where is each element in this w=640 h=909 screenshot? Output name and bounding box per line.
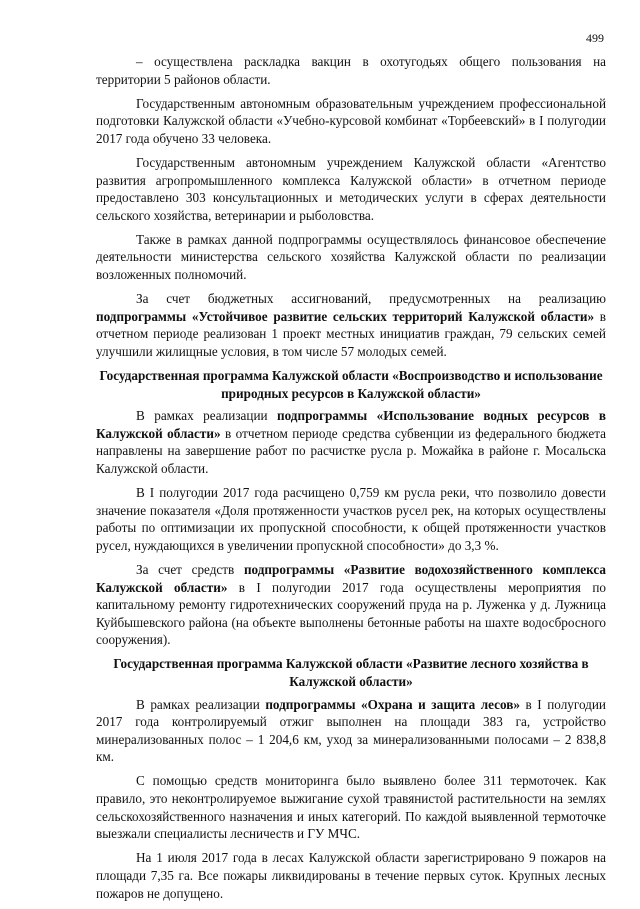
body-paragraph — [96, 53, 606, 88]
body-paragraph — [96, 849, 606, 902]
body-paragraph — [96, 154, 606, 224]
text-run: в отчетном периоде средства субвенции из федерального бюджета направлены на завершение работ по расчистке русла р. Можайка в районе г. Мосальска Калужской области. — [96, 425, 606, 476]
text-run: В рамках реализации — [136, 696, 266, 712]
text-run: в отчетном периоде реализован 1 проект местных инициатив граждан, 79 сельских семей улучшили жилищные условия, в том числе 57 молодых семей. — [96, 308, 606, 359]
document-body — [96, 53, 606, 909]
body-paragraph — [96, 772, 606, 842]
emphasized-text: подпрограммы «Охрана и защита лесов» — [265, 696, 520, 712]
emphasized-text: подпрограммы «Развитие водохозяйственного комплекса Калужской области» — [96, 561, 606, 595]
body-paragraph — [96, 561, 606, 649]
emphasized-text: подпрограммы «Устойчивое развитие сельских территорий Калужской области» — [96, 308, 595, 324]
text-run: С помощью средств мониторинга было выявлено более 311 термоточек. Как правило, это неконтролируемое выжигание сухой травянистой растительности на землях сельскохозяйственного назначения и иных категорий. По каждой выявленной термоточке выезжали специалисты лесничеств и ГУ МЧС. — [96, 773, 606, 842]
text-run: Государственным автономным учреждением Калужской области «Агентство развития агропромышленного комплекса Калужской области» в отчетном периоде предоставлено 303 консультационных и методических услуги в сферах деятельности сельского хозяйства, ветеринарии и рыболовства. — [96, 154, 606, 223]
body-paragraph — [96, 95, 606, 148]
text-run: Государственная программа Калужской области «Воспроизводство и использование природных ресурсов в Калужской области» — [99, 368, 603, 401]
text-run: – осуществлена раскладка вакцин в охотугодьях общего пользования на территории 5 районов области. — [96, 54, 606, 87]
page-number: 499 — [586, 31, 604, 45]
text-run: На 1 июля 2017 года в лесах Калужской области зарегистрировано 9 пожаров на площади 7,35 га. Все пожары ликвидированы в течение первых суток. Крупных лесных пожаров не допущено. — [96, 850, 606, 901]
text-run: в I полугодии 2017 года осуществлены мероприятия по капитальному ремонту гидротехнических сооружений пруда на р. Луженка у д. Лужница Куйбышевского района (на объекте выполнены бетонные работы на шахте водосбросного сооружения). — [96, 579, 606, 648]
section-heading — [96, 655, 606, 690]
body-paragraph — [96, 484, 606, 554]
text-run: В I полугодии 2017 года расчищено 0,759 км русла реки, что позволило довести значение показателя «Доля протяженности участков русел рек, на которых осуществлены работы по оптимизации их пропускной способности, к общей протяженности участков русел, нуждающихся в увеличении пропускной способности» до 3,3 %. — [96, 485, 606, 553]
body-paragraph — [96, 696, 606, 766]
body-paragraph — [96, 290, 606, 360]
body-paragraph — [96, 407, 606, 477]
text-run: За счет средств — [136, 561, 244, 577]
text-run: Государственная программа Калужской области «Развитие лесного хозяйства в Калужской области» — [113, 656, 589, 689]
body-paragraph — [96, 231, 606, 284]
emphasized-text: подпрограммы «Использование водных ресурсов в Калужской области» — [96, 408, 606, 441]
text-run: в I полугодии 2017 года контролируемый отжиг выполнен на площади 383 га, устройство минерализованных полос – 1 204,6 км, уход за минерализованными полосами – 2 838,8 км. — [96, 696, 606, 765]
section-heading — [96, 367, 606, 402]
text-run: Также в рамках данной подпрограммы осуществлялось финансовое обеспечение деятельности министерства сельского хозяйства Калужской области по реализации возложенных полномочий. — [96, 231, 606, 283]
text-run: Государственным автономным образовательным учреждением профессиональной подготовки Калужской области «Учебно-курсовой комбинат «Торбеевский» в I полугодии 2017 года обучено 33 человека. — [96, 95, 606, 146]
text-run: В рамках реализации — [136, 408, 277, 424]
text-run: За счет бюджетных ассигнований, предусмотренных на реализацию — [136, 291, 606, 307]
